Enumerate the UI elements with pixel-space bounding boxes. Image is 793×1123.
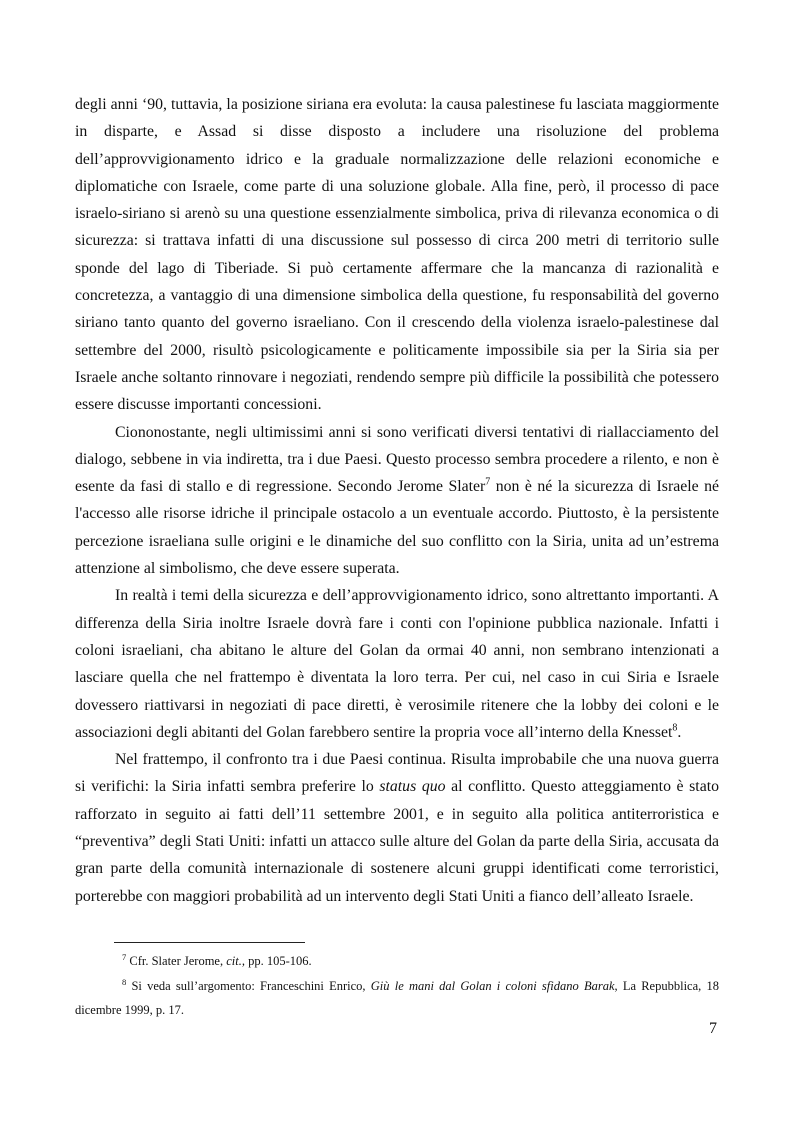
paragraph-3-text-b: . [677, 723, 682, 741]
paragraph-4 [75, 746, 719, 910]
paragraph-1-text: degli anni ‘90, tuttavia, la posizione siriana era evoluta: la causa palestinese fu lasciata maggiormente in disparte, e Assad si disse disposto a includere una risoluzione del problema dell’approvvigionamento idrico e la graduale normalizzazione delle relazioni economiche e diplomatiche con Israele, come parte di una soluzione globale. Alla fine, però, il processo di pace israelo-siriano si arenò su una questione essenzialmente simbolica, priva di rilevanza economica o di sicurezza: si trattava infatti di una discussione sul possesso di circa 200 metri di territorio sulle sponde del lago di Tiberiade. Si può certamente affermare che la mancanza di razionalità e concretezza, a vantaggio di una dimensione simbolica della questione, fu responsabilità del governo siriano tanto quanto del governo israeliano. Con il crescendo della violenza israelo-palestinese dal settembre del 2000, risultò psicologicamente e politicamente impossibile sia per la Siria sia per Israele anche soltanto rinnovare i negoziati, rendendo sempre più difficile la possibilità che potessero essere discusse importanti concessioni. [75, 96, 719, 414]
footnote-8-text-b: , La Repubblica, 18 dicembre 1999, p. 17. [75, 978, 719, 1017]
paragraph-3-text-a: In realtà i temi della sicurezza e dell’approvvigionamento idrico, sono altrettanto importanti. A differenza della Siria inoltre Israele dovrà fare i conti con l'opinione pubblica nazionale. Infatti i coloni israeliani, cha abitano le alture del Golan da ormai 40 anni, non sembrano intenzionati a lasciare quella che nel frattempo è diventata la loro terra. Per cui, nel caso in cui Siria e Israele dovessero riattivarsi in negoziati di pace diretti, è verosimile ritenere che la lobby dei coloni e le associazioni degli abitanti del Golan farebbero sentire la propria voce all’interno della Knesset [75, 587, 719, 741]
footnote-7-italic: cit., [226, 954, 245, 968]
footnote-7-text-b: pp. 105-106. [244, 954, 312, 968]
paragraph-4-text-a: Nel frattempo, il confronto tra i due Paesi continua. Risulta improbabile che una nuova guerra si verifichi: la Siria infatti sembra preferire lo [75, 751, 719, 796]
footnote-8 [75, 974, 719, 1023]
footnote-ref-8[interactable]: 8 [672, 722, 678, 734]
footnote-separator [114, 942, 305, 943]
paragraph-2-text-b: non è né la sicurezza di Israele né l'accesso alle risorse idriche il principale ostacolo a un eventuale accordo. Piuttosto, è la persistente percezione israeliana sulle origini e le dinamiche del suo conflitto con la Siria, unita ad un’estrema attenzione al simbolismo, che deve essere superata. [75, 478, 719, 578]
footnotes [75, 949, 719, 1023]
body-text [75, 91, 719, 910]
paragraph-2-text-a: Ciononostante, negli ultimissimi anni si sono verificati diversi tentativi di riallacciamento del dialogo, sebbene in via indiretta, tra i due Paesi. Questo processo sembra procedere a rilento, e non è esente da fasi di stallo e di regressione. Secondo Jerome Slater [75, 423, 719, 496]
paragraph-2 [75, 419, 719, 583]
footnote-7-number: 7 [122, 951, 127, 962]
footnote-8-number: 8 [122, 976, 127, 987]
paragraph-4-text-b: al conflitto. Questo atteggiamento è stato rafforzato in seguito ai fatti dell’11 settembre 2001, e in seguito alla politica antiterroristica e “preventiva” degli Stati Uniti: infatti un attacco sulle alture del Golan da parte della Siria, accusata da gran parte della comunità internazionale di sostenere alcuni gruppi identificati come terroristici, porterebbe con maggiori probabilità ad un intervento degli Stati Uniti a fianco dell’alleato Israele. [75, 778, 719, 905]
paragraph-4-italic-term: status quo [379, 778, 446, 796]
paragraph-3 [75, 582, 719, 746]
footnote-7 [75, 949, 719, 974]
footnote-ref-7[interactable]: 7 [485, 476, 491, 488]
footnote-8-text-a: Si veda sull’argomento: Franceschini Enrico, [126, 978, 371, 993]
page-number: 7 [709, 1020, 717, 1037]
footnote-8-italic-title: Giù le mani dal Golan i coloni sfidano Barak [370, 978, 615, 993]
footnote-7-text-a: Cfr. Slater Jerome, [126, 954, 227, 968]
paragraph-1 [75, 91, 719, 419]
